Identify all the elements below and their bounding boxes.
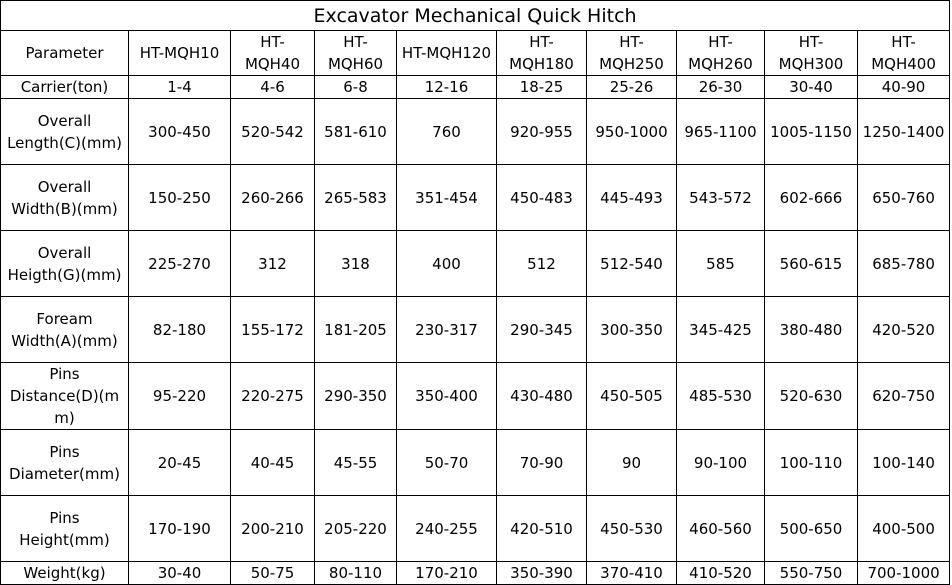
- table-cell: 4-6: [231, 76, 315, 99]
- table-cell: 920-955: [497, 99, 587, 165]
- row-label: Foream Width(A)(mm): [1, 297, 129, 363]
- header-model: HT- MQH250: [587, 31, 677, 76]
- table-row: [1, 76, 950, 99]
- table-cell: 40-45: [231, 430, 315, 496]
- table-cell: 26-30: [677, 76, 765, 99]
- table-row: [1, 297, 950, 363]
- table-cell: 225-270: [129, 231, 231, 297]
- table-cell: 90-100: [677, 430, 765, 496]
- table-cell: 450-483: [497, 165, 587, 231]
- table-cell: 230-317: [397, 297, 497, 363]
- table-cell: 380-480: [765, 297, 858, 363]
- header-model: HT- MQH300: [765, 31, 858, 76]
- table-title: Excavator Mechanical Quick Hitch: [1, 1, 950, 31]
- header-parameter: Parameter: [1, 31, 129, 76]
- table-row: [1, 430, 950, 496]
- table-cell: 1005-1150: [765, 99, 858, 165]
- table-cell: 620-750: [858, 363, 950, 430]
- table-cell: 560-615: [765, 231, 858, 297]
- table-cell: 318: [315, 231, 397, 297]
- table-cell: 345-425: [677, 297, 765, 363]
- header-row: [1, 31, 950, 76]
- table-cell: 543-572: [677, 165, 765, 231]
- table-cell: 602-666: [765, 165, 858, 231]
- table-cell: 1250-1400: [858, 99, 950, 165]
- table-cell: 45-55: [315, 430, 397, 496]
- table-cell: 30-40: [129, 562, 231, 585]
- table-cell: 82-180: [129, 297, 231, 363]
- row-label: Pins Height(mm): [1, 496, 129, 562]
- table-cell: 290-345: [497, 297, 587, 363]
- header-model: HT- MQH40: [231, 31, 315, 76]
- table-cell: 430-480: [497, 363, 587, 430]
- table-cell: 265-583: [315, 165, 397, 231]
- table-cell: 760: [397, 99, 497, 165]
- table-cell: 205-220: [315, 496, 397, 562]
- table-cell: 181-205: [315, 297, 397, 363]
- table-cell: 450-505: [587, 363, 677, 430]
- table-cell: 685-780: [858, 231, 950, 297]
- table-cell: 155-172: [231, 297, 315, 363]
- table-cell: 260-266: [231, 165, 315, 231]
- row-label: Overall Heigth(G)(mm): [1, 231, 129, 297]
- table-cell: 18-25: [497, 76, 587, 99]
- table-cell: 40-90: [858, 76, 950, 99]
- table-cell: 220-275: [231, 363, 315, 430]
- table-cell: 500-650: [765, 496, 858, 562]
- header-model: HT-MQH120: [397, 31, 497, 76]
- table-cell: 520-542: [231, 99, 315, 165]
- table-cell: 350-390: [497, 562, 587, 585]
- row-label: Carrier(ton): [1, 76, 129, 99]
- table-cell: 350-400: [397, 363, 497, 430]
- table-row: [1, 363, 950, 430]
- header-model: HT- MQH180: [497, 31, 587, 76]
- table-cell: 400: [397, 231, 497, 297]
- table-cell: 240-255: [397, 496, 497, 562]
- table-cell: 80-110: [315, 562, 397, 585]
- table-row: [1, 165, 950, 231]
- header-model: HT- MQH60: [315, 31, 397, 76]
- table-cell: 30-40: [765, 76, 858, 99]
- table-cell: 512: [497, 231, 587, 297]
- header-model: HT-MQH10: [129, 31, 231, 76]
- table-cell: 485-530: [677, 363, 765, 430]
- table-cell: 290-350: [315, 363, 397, 430]
- table-cell: 585: [677, 231, 765, 297]
- table-cell: 581-610: [315, 99, 397, 165]
- table-cell: 550-750: [765, 562, 858, 585]
- table-cell: 6-8: [315, 76, 397, 99]
- table-cell: 12-16: [397, 76, 497, 99]
- table-cell: 351-454: [397, 165, 497, 231]
- table-cell: 300-350: [587, 297, 677, 363]
- header-model: HT- MQH260: [677, 31, 765, 76]
- table-row: [1, 496, 950, 562]
- row-label: Pins Diameter(mm): [1, 430, 129, 496]
- table-cell: 420-510: [497, 496, 587, 562]
- table-cell: 200-210: [231, 496, 315, 562]
- row-label: Pins Distance(D)(m m): [1, 363, 129, 430]
- table-cell: 450-530: [587, 496, 677, 562]
- table-cell: 950-1000: [587, 99, 677, 165]
- table-cell: 1-4: [129, 76, 231, 99]
- table-cell: 400-500: [858, 496, 950, 562]
- table-cell: 170-190: [129, 496, 231, 562]
- table-cell: 50-75: [231, 562, 315, 585]
- table-cell: 25-26: [587, 76, 677, 99]
- table-cell: 95-220: [129, 363, 231, 430]
- table-cell: 100-110: [765, 430, 858, 496]
- table-row: [1, 99, 950, 165]
- row-label: Overall Width(B)(mm): [1, 165, 129, 231]
- table-cell: 50-70: [397, 430, 497, 496]
- table-cell: 20-45: [129, 430, 231, 496]
- table-cell: 90: [587, 430, 677, 496]
- table-cell: 520-630: [765, 363, 858, 430]
- table-cell: 370-410: [587, 562, 677, 585]
- table-cell: 512-540: [587, 231, 677, 297]
- table-cell: 460-560: [677, 496, 765, 562]
- table-cell: 70-90: [497, 430, 587, 496]
- table-cell: 700-1000: [858, 562, 950, 585]
- table-cell: 445-493: [587, 165, 677, 231]
- row-label: Overall Length(C)(mm): [1, 99, 129, 165]
- table-row: [1, 562, 950, 585]
- table-cell: 650-760: [858, 165, 950, 231]
- table-cell: 100-140: [858, 430, 950, 496]
- row-label: Weight(kg): [1, 562, 129, 585]
- table-cell: 965-1100: [677, 99, 765, 165]
- table-cell: 420-520: [858, 297, 950, 363]
- table-cell: 300-450: [129, 99, 231, 165]
- table-cell: 170-210: [397, 562, 497, 585]
- header-model: HT- MQH400: [858, 31, 950, 76]
- table-cell: 150-250: [129, 165, 231, 231]
- table-cell: 312: [231, 231, 315, 297]
- table-cell: 410-520: [677, 562, 765, 585]
- table-row: [1, 231, 950, 297]
